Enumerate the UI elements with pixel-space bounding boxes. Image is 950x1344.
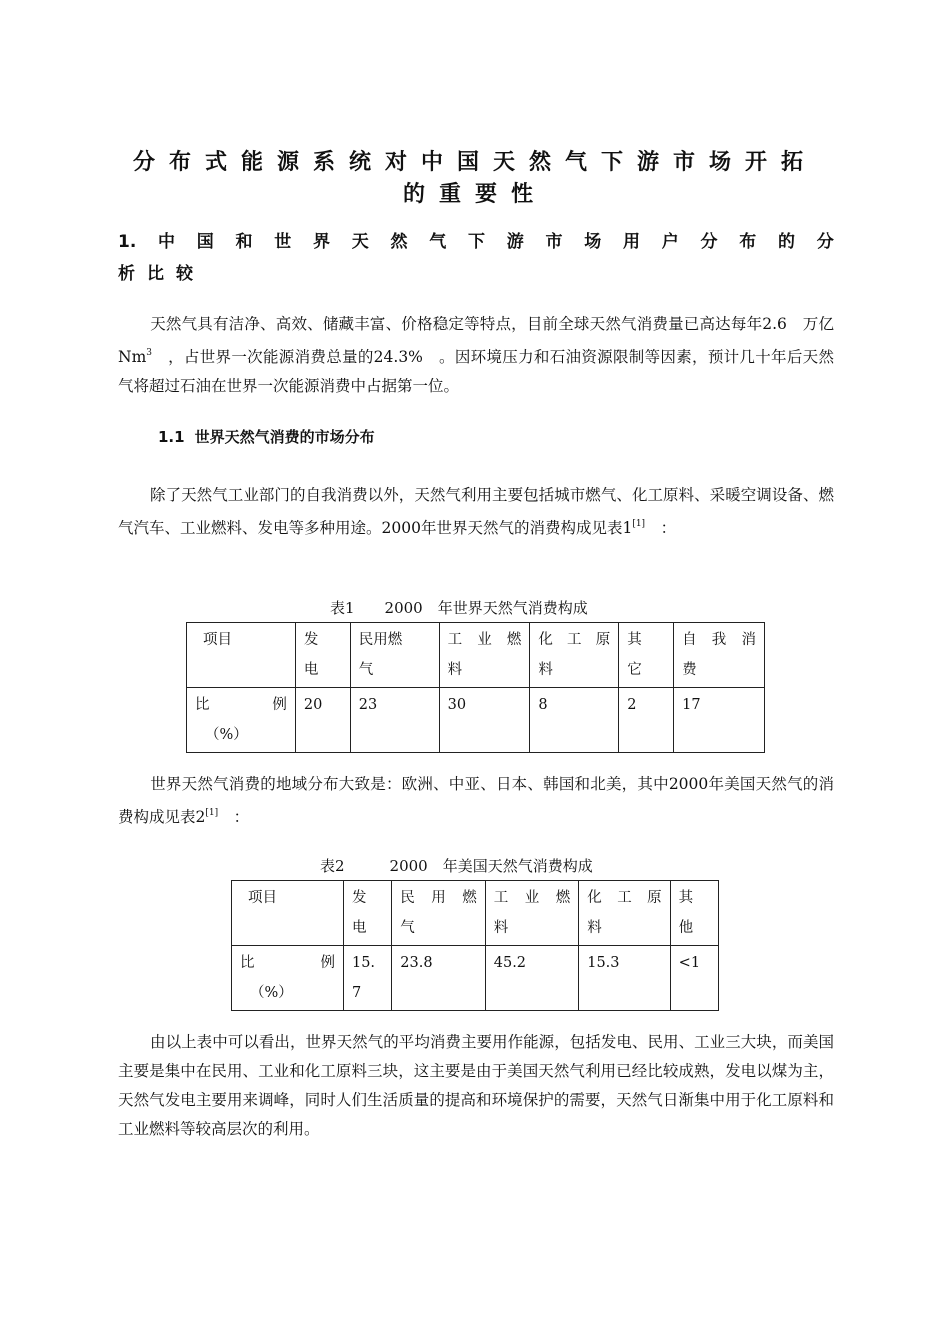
heading-char: 和 <box>235 232 253 252</box>
table1-value-cell: 8 <box>530 688 619 753</box>
table1-value-cell: 30 <box>439 688 530 753</box>
table2-header-cell: 化 工 原 料 <box>579 881 670 946</box>
table2-value-cell: 15. 7 <box>343 946 391 1011</box>
table2-value-cell: 15.3 <box>579 946 670 1011</box>
heading-char: 中 <box>158 232 176 252</box>
table1-row-label: 比 例 （%） <box>187 688 296 753</box>
heading-char: 气 <box>429 232 447 252</box>
para2-text-a: 世界天然气消费的地域分布大致是：欧洲、中亚、日本、韩国和北美，其中2000年美国天然气的消费构成见表2 <box>118 775 834 826</box>
para2-ref: [1] <box>205 808 219 818</box>
table1-value-cell: 23 <box>350 688 439 753</box>
table2-header-cell: 其 他 <box>670 881 718 946</box>
section1-heading-line1 <box>118 226 834 258</box>
heading-char: 分 <box>816 232 834 252</box>
paragraph-2 <box>118 770 834 832</box>
table1-caption: 表1 2000 年世界天然气消费构成 <box>330 599 588 617</box>
heading-char: 1. <box>118 232 137 252</box>
document-title-line2: 的重要性 <box>402 182 547 207</box>
table2-value-cell: 23.8 <box>392 946 485 1011</box>
table1-header-cell: 民用燃 气 <box>350 623 439 688</box>
table2-header-cell: 民 用 燃 气 <box>392 881 485 946</box>
table2-header-cell: 发 电 <box>343 881 391 946</box>
table2-header-cell: 项目 <box>232 881 344 946</box>
heading-char: 用 <box>623 232 641 252</box>
table1-data-row <box>187 688 765 753</box>
heading-char: 然 <box>390 232 408 252</box>
table2-row-label: 比 例 （%） <box>232 946 344 1011</box>
heading-char: 市 <box>545 232 563 252</box>
heading-char: 国 <box>196 232 214 252</box>
table1-value-cell: 2 <box>619 688 674 753</box>
section1-paragraph <box>118 310 834 401</box>
table1-header-cell: 发 电 <box>295 623 350 688</box>
section11-text-b: ： <box>645 519 677 537</box>
table1-header-cell: 化 工 原 料 <box>530 623 619 688</box>
table2-header-row <box>232 881 719 946</box>
section11-paragraph <box>118 481 834 543</box>
table1-header-cell: 项目 <box>187 623 296 688</box>
section1-heading-line2: 析比较 <box>118 264 205 284</box>
heading-char: 游 <box>506 232 524 252</box>
table2-caption: 表2 2000 年美国天然气消费构成 <box>320 857 593 875</box>
table1-value-cell: 17 <box>674 688 765 753</box>
para1-superscript: 3 <box>146 348 152 358</box>
heading-char: 界 <box>313 232 331 252</box>
table1 <box>186 622 765 753</box>
para2-text-b: ： <box>218 808 250 826</box>
table2-value-cell: 45.2 <box>485 946 578 1011</box>
para3-text: 由以上表中可以看出，世界天然气的平均消费主要用作能源，包括发电、民用、工业三大块，而美国主要是集中在民用、工业和化工原料三块，这主要是由于美国天然气利用已经比较成熟，发电以煤为主，天然气发电主要用来调峰，同时人们生活质量的提高和环境保护的需要，天然气日渐集中用于化工原料和工业燃料等较高层次的利用。 <box>118 1033 834 1138</box>
section11-title: 世界天然气消费的市场分布 <box>194 428 375 446</box>
para1-text-a: 天然气具有洁净、高效、储藏丰富、价格稳定等特点，目前全球天然气消费量已高达每年2.6 万亿Nm <box>118 315 834 366</box>
table2-header-cell: 工 业 燃 料 <box>485 881 578 946</box>
table1-header-row <box>187 623 765 688</box>
section11-heading <box>158 426 375 447</box>
table1-header-cell: 自 我 消 费 <box>674 623 765 688</box>
heading-char: 世 <box>274 232 292 252</box>
document-title-line1: 分布式能源系统对中国天然气下游市场开拓 <box>132 150 817 175</box>
para1-text-b: ，占世界一次能源消费总量的24.3% 。因环境压力和石油资源限制等因素，预计几十年后天然气将超过石油在世界一次能源消费中占据第一位。 <box>118 348 834 395</box>
heading-char: 天 <box>351 232 369 252</box>
table1-header-cell: 工 业 燃 料 <box>439 623 530 688</box>
heading-char: 户 <box>661 232 679 252</box>
table1-header-cell: 其 它 <box>619 623 674 688</box>
heading-char: 的 <box>778 232 796 252</box>
heading-char: 场 <box>584 232 602 252</box>
table2 <box>231 880 719 1011</box>
heading-char: 分 <box>700 232 718 252</box>
section11-text-a: 除了天然气工业部门的自我消费以外，天然气利用主要包括城市燃气、化工原料、采暖空调设备、燃气汽车、工业燃料、发电等多种用途。2000年世界天然气的消费构成见表1 <box>118 486 834 537</box>
paragraph-3 <box>118 1028 834 1144</box>
section11-number: 1.1 <box>158 428 185 446</box>
table2-data-row <box>232 946 719 1011</box>
section11-ref: [1] <box>632 519 646 529</box>
heading-char: 布 <box>739 232 757 252</box>
heading-char: 下 <box>468 232 486 252</box>
table2-value-cell: <1 <box>670 946 718 1011</box>
table1-value-cell: 20 <box>295 688 350 753</box>
